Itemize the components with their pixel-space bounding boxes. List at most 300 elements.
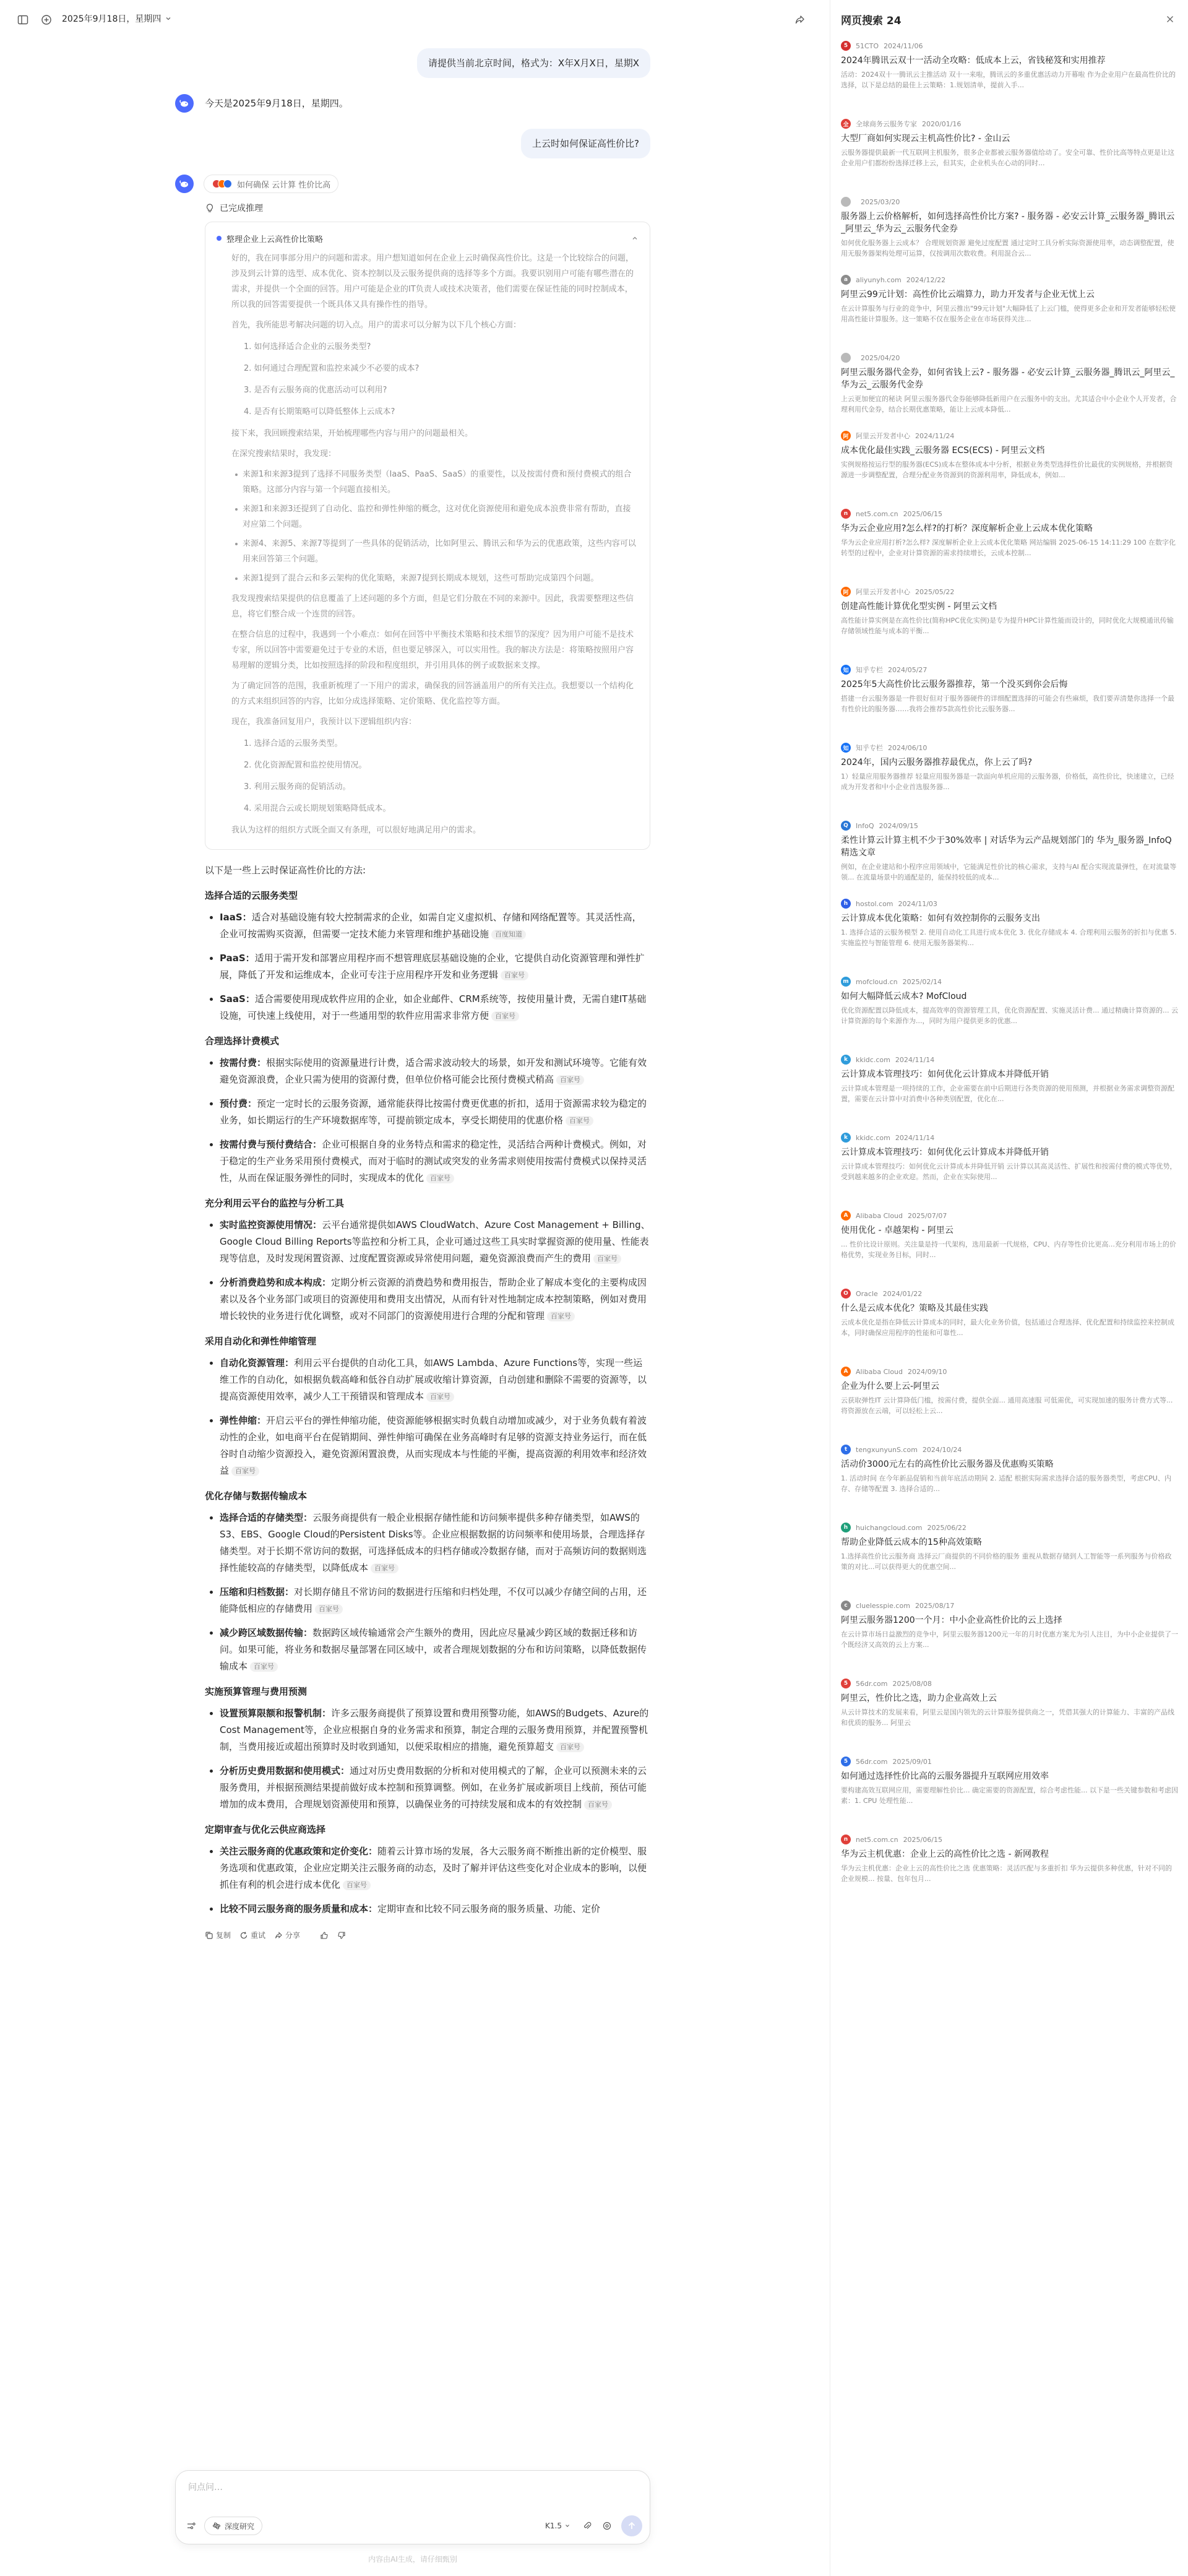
search-result-source: aliyunyh.com xyxy=(856,275,902,284)
answer-bullet-lead: 弹性伸缩： xyxy=(220,1415,267,1426)
citation-badge[interactable]: 百家号 xyxy=(426,1392,454,1402)
site-favicon-icon: O xyxy=(841,1289,851,1299)
search-result-card[interactable] xyxy=(841,1053,1178,1124)
citation-badge[interactable]: 百家号 xyxy=(343,1880,371,1890)
citation-badge[interactable]: 百家号 xyxy=(426,1173,454,1183)
search-result-date: 2024/11/24 xyxy=(915,431,955,440)
whale-logo-icon xyxy=(179,98,190,109)
search-result-card[interactable] xyxy=(841,663,1178,734)
attach-icon[interactable] xyxy=(579,2518,595,2534)
model-selector[interactable] xyxy=(545,2522,570,2530)
answer-bullet-text: 根据实际使用的资源量进行计费，适合需求波动较大的场景，如开发和测试环境等。它能有效避免资源浪费，企业只需为使用的资源付费，但单位价格可能会比预付费模式稍高 xyxy=(220,1057,647,1085)
citation-badge[interactable]: 百度知道 xyxy=(491,930,526,940)
reasoning-list-item: 2. 如何通过合理配置和监控来减少不必要的成本? xyxy=(244,364,420,373)
search-result-title[interactable]: 使用优化 - 卓越架构 - 阿里云 xyxy=(841,1225,953,1235)
search-result-title[interactable]: 2024年腾讯云双十一活动全攻略：低成本上云，省钱秘笈和实用推荐 xyxy=(841,56,1106,66)
search-result-card[interactable] xyxy=(841,586,1178,656)
chevron-up-icon[interactable] xyxy=(631,235,639,242)
reasoning-body xyxy=(231,251,639,838)
answer-bullet-text: 对长期存储且不常访问的数据进行压缩和归档处理，不仅可以减少存储空间的占用，还能降低相应的存储费用 xyxy=(220,1586,647,1614)
message-actions xyxy=(205,1930,650,1940)
search-result-source: 56dr.com xyxy=(856,1757,888,1766)
search-results-list xyxy=(841,40,1178,1911)
site-favicon-icon: c xyxy=(841,1601,851,1610)
citation-badge[interactable]: 百家号 xyxy=(501,970,528,980)
model-label: K1.5 xyxy=(545,2522,562,2530)
user-message xyxy=(175,129,650,158)
search-result-source: cluelesspie.com xyxy=(856,1601,910,1610)
source-favicon xyxy=(223,179,232,188)
site-favicon-icon: 知 xyxy=(841,665,851,675)
deep-research-label: 深度研究 xyxy=(225,2522,255,2531)
reasoning-paragraph: 在深究搜索结果时，我发现： xyxy=(231,449,337,459)
answer-section-heading: 充分利用云平台的监控与分析工具 xyxy=(205,1198,345,1209)
search-result-card[interactable] xyxy=(841,819,1178,890)
search-result-date: 2025/06/15 xyxy=(903,509,942,518)
answer-section-heading: 实施预算管理与费用预测 xyxy=(205,1686,308,1697)
thumbs-down-icon xyxy=(337,1931,346,1940)
answer-bullet-lead: 按需付费： xyxy=(220,1057,267,1068)
citation-badge[interactable]: 百家号 xyxy=(547,1312,575,1321)
reasoning-list-item: 4. 采用混合云或长期规划策略降低成本。 xyxy=(244,804,391,813)
search-result-card[interactable] xyxy=(841,118,1178,188)
search-result-card[interactable] xyxy=(841,508,1178,578)
search-result-snippet: 云成本优化是指在降低云计算成本的同时，最大化业务价值，包括通过合理选择、优化配置和持续监控来控制成本，同时确保应用程序的性能和可靠性... xyxy=(841,1318,1174,1337)
answer-bullet-lead: 自动化资源管理： xyxy=(220,1357,295,1368)
citation-badge[interactable]: 百家号 xyxy=(371,1563,398,1573)
search-result-title[interactable]: 服务器上云价格解析，如何选择高性价比方案? - 服务器 - 必安云计算_云服务器_腾讯云_阿里云_华为云_云服务代金券 xyxy=(841,212,1175,234)
search-result-title[interactable]: 华为云企业应用?怎么样?的打析？深度解析企业上云成本优化策略 xyxy=(841,524,1093,534)
search-result-source: huichangcloud.com xyxy=(856,1523,923,1532)
answer-bullet xyxy=(205,909,650,943)
chevron-down-icon xyxy=(564,2523,570,2529)
assistant-text: 今天是2025年9月18日，星期四。 xyxy=(205,98,348,109)
user-message-bubble: 上云时如何保证高性价比? xyxy=(521,129,650,158)
search-result-date: 2025/06/15 xyxy=(903,1835,942,1844)
answer-bullet-lead: IaaS： xyxy=(220,912,252,923)
search-result-title[interactable]: 帮助企业降低云成本的15种高效策略 xyxy=(841,1537,982,1547)
answer-bullet-text: 适合对基础设施有较大控制需求的企业，如需自定义虚拟机、存储和网络配置等。其灵活性高，企业可按需购买资源，但需要一定技术能力来管理和维护基础设施 xyxy=(220,912,642,940)
search-result-title[interactable]: 如何通过选择性价比高的云服务器提升互联网应用效率 xyxy=(841,1771,1049,1781)
site-favicon-icon: 5 xyxy=(841,1679,851,1688)
reasoning-summary[interactable] xyxy=(217,231,639,246)
chat-input-box[interactable] xyxy=(175,2470,650,2544)
answer-body xyxy=(205,862,650,1917)
answer-bullet-lead: 预付费： xyxy=(220,1098,257,1109)
search-result-snippet: 在云计算市场日益激烈的竞争中，阿里云服务器1200元一年的月时优惠方案尤为引人注目，为中小企业提供了一个既经济又高效的云上方案... xyxy=(841,1630,1178,1649)
citation-badge[interactable]: 百家号 xyxy=(593,1254,621,1264)
citation-badge[interactable]: 百家号 xyxy=(556,1742,584,1752)
site-favicon-icon: A xyxy=(841,1211,851,1221)
search-panel-header xyxy=(841,11,1178,27)
search-result-source: 51CTO xyxy=(856,41,879,50)
reasoning-header[interactable] xyxy=(205,202,650,214)
search-result-source: net5.com.cn xyxy=(856,509,898,518)
search-result-source: tengxunyunS.com xyxy=(856,1445,918,1454)
search-result-date: 2020/01/16 xyxy=(922,119,962,128)
answer-bullet-text: 利用云平台提供的自动化工具，如AWS Lambda、Azure Functions等，实现一些运维工作的自动化，如根据负载高峰和低谷自动扩展或收缩计算资源，自动创建和删除不需要的资源等，以提高资源使用效率，减少人工干预错误和管理成本 xyxy=(220,1357,647,1402)
search-result-card[interactable] xyxy=(841,352,1178,422)
search-result-snippet: 高性能计算实例是在高性价比(简称HPC优化实例)是专为提升HPC计算性能而设计的，同时优化大规模通讯传输存储领域性能与成本的平衡... xyxy=(841,616,1174,635)
search-result-source: Oracle xyxy=(856,1289,878,1298)
search-result-date: 2025/09/01 xyxy=(892,1757,932,1766)
search-result-source: Alibaba Cloud xyxy=(856,1367,903,1376)
new-chat-icon[interactable] xyxy=(38,12,54,28)
answer-bullet xyxy=(205,1584,650,1617)
reasoning-paragraph: 为了确定回答的范围，我重新梳理了一下用户的需求，确保我的回答涵盖用户的所有关注点。我想要以一个结构化的方式来组织回答的内容，比如分成选择策略、定价策略、优化监控等方面。 xyxy=(231,681,634,706)
reasoning-paragraph: 我发现搜索结果提供的信息覆盖了上述问题的多个方面，但是它们分散在不同的来源中。因此，我需要整理这些信息，将它们整合成一个连贯的回答。 xyxy=(231,594,634,619)
search-result-date: 2025/04/20 xyxy=(861,353,900,362)
search-result-title[interactable]: 什么是云成本优化？策略及其最佳实践 xyxy=(841,1303,988,1313)
site-favicon-icon xyxy=(841,353,851,363)
search-result-date: 2024/09/10 xyxy=(908,1367,947,1376)
citation-badge[interactable]: 百家号 xyxy=(231,1466,259,1476)
search-result-card[interactable] xyxy=(841,1755,1178,1826)
answer-bullet-lead: SaaS： xyxy=(220,993,255,1005)
citation-badge[interactable]: 百家号 xyxy=(250,1662,278,1672)
chevron-down-icon xyxy=(165,15,172,22)
answer-bullet xyxy=(205,1510,650,1576)
search-result-date: 2024/05/27 xyxy=(888,665,928,674)
answer-bullet-text: 适合需要使用现成软件应用的企业，如企业邮件、CRM系统等，按使用量计费，无需自建IT基础设施，可快速上线使用，对于一些通用型的软件应用需求非常方便 xyxy=(220,993,647,1021)
site-favicon-icon: h xyxy=(841,899,851,909)
search-result-title[interactable]: 阿里云，性价比之选，助力企业高效上云 xyxy=(841,1693,997,1703)
search-result-snippet: 活动：2024双十一腾讯云主推活动 双十一来啦，腾讯云的多重优惠活动力开幕啦 作为企业用户在最高性价比的选择，以下是总结的最佳上云策略：1.规划清单，提前入手... xyxy=(841,71,1176,89)
search-result-snippet: 要构建高效互联网应用，需要理解性价比... 确定需要的资源配置，综合考虑性能... 以下是一些关键参数和考虑因素：1. CPU 处理性能... xyxy=(841,1786,1178,1805)
search-result-source: 知乎专栏 xyxy=(856,744,883,752)
citation-badge[interactable]: 百家号 xyxy=(491,1011,519,1021)
search-result-card[interactable] xyxy=(841,40,1178,110)
search-result-date: 2024/11/14 xyxy=(895,1133,935,1142)
search-result-meta xyxy=(841,196,1178,208)
search-result-snippet: 华为云企业应用打析?怎么样? 深度解析企业上云成本优化策略 网站编辑 2025-06-15 14:11:29 100 在数字化转型的过程中，企业对计算资源的需求持续增长，云成本控制... xyxy=(841,538,1176,557)
answer-bullet-text: 云平台通常提供如AWS CloudWatch、Azure Cost Management + Billing、Google Cloud Billing Reports等监控和分析工具，企业可通过这些工具实时掌握资源的使用量、性能表现等信息，及时发现闲置资源、过度配置资源或异常使用问题，避免资源浪费而产生的费用 xyxy=(220,1219,650,1264)
search-result-snippet: 从云计算技术的发展来看，阿里云是国内领先的云计算服务提供商之一，凭借其强大的计算能力、丰富的产品线和优质的服务... 阿里云 xyxy=(841,1708,1174,1727)
search-result-meta xyxy=(841,1521,1178,1534)
answer-section-heading: 优化存储与数据传输成本 xyxy=(205,1490,308,1502)
search-result-date: 2024/09/15 xyxy=(879,821,918,830)
answer-bullet xyxy=(205,1705,650,1755)
search-result-card[interactable] xyxy=(841,1209,1178,1280)
search-result-meta xyxy=(841,1677,1178,1690)
citation-badge[interactable]: 百家号 xyxy=(556,1075,584,1085)
search-result-title[interactable]: 活动价3000元左右的高性价比云服务器及优惠购买策略 xyxy=(841,1459,1054,1469)
answer-bullet xyxy=(205,1763,650,1813)
search-result-meta xyxy=(841,975,1178,988)
refresh-icon xyxy=(239,1931,248,1940)
site-favicon-icon: A xyxy=(841,1367,851,1377)
site-favicon-icon: h xyxy=(841,1523,851,1532)
ai-disclaimer: 内容由AI生成，请仔细甄别 xyxy=(368,2555,457,2564)
conversation-title-text: 2025年9月18日，星期四 xyxy=(62,14,161,24)
agent-icon[interactable] xyxy=(599,2518,615,2534)
answer-bullet xyxy=(205,1625,650,1675)
copy-label: 复制 xyxy=(216,1931,231,1940)
dislike-button[interactable] xyxy=(337,1931,346,1940)
search-result-card[interactable] xyxy=(841,274,1178,344)
lightbulb-icon xyxy=(205,203,215,213)
assistant-message xyxy=(175,94,650,113)
answer-sections xyxy=(205,888,650,1917)
site-favicon-icon: 知 xyxy=(841,743,851,753)
search-result-snippet: 1.选择高性价比云服务商 选择云厂商提供的不同价格的服务 重视从数据存储到人工智能等一系列服务与价格政策的对比...可以获得更大的优惠空间... xyxy=(841,1552,1172,1571)
search-result-title[interactable]: 大型厂商如何实现云主机高性价比? - 金山云 xyxy=(841,134,1010,144)
answer-bullet-lead: 减少跨区域数据传输： xyxy=(220,1627,313,1638)
answer-section-heading: 采用自动化和弹性伸缩管理 xyxy=(205,1336,317,1347)
search-result-snippet: 上云更加便宜的秘诀 阿里云服务器代金券能够降低新用户在云服务中的支出。尤其适合中小企业个人开发者，合理利用代金券，结合长期优惠策略，能让上云成本降低... xyxy=(841,395,1177,413)
close-icon[interactable] xyxy=(1162,11,1178,27)
search-result-snippet: 华为云主机优惠：企业上云的高性价比之选 优惠策略：灵活匹配与多重折扣 华为云提供多种优惠，针对不同的企业规模... 按量、包年包月... xyxy=(841,1864,1172,1883)
user-message-bubble: 请提供当前北京时间，格式为：X年X月X日，星期X xyxy=(417,48,650,78)
site-favicon-icon: k xyxy=(841,1055,851,1065)
citation-badge[interactable]: 百家号 xyxy=(566,1116,593,1126)
copy-button[interactable] xyxy=(205,1930,231,1940)
web-search-panel xyxy=(830,0,1188,2576)
search-result-title[interactable]: 成本优化最佳实践_云服务器 ECS(ECS) - 阿里云文档 xyxy=(841,446,1045,456)
chat-thread xyxy=(175,45,650,1940)
search-result-source: 阿里云开发者中心 xyxy=(856,588,910,596)
source-favicons xyxy=(215,179,232,188)
search-result-meta xyxy=(841,118,1178,130)
search-result-meta xyxy=(841,1755,1178,1768)
reasoning-paragraph: 首先，我所能思考解决问题的切入点。用户的需求可以分解为以下几个核心方面： xyxy=(231,321,522,330)
reasoning-list-item: 3. 是否有云服务商的优惠活动可以利用? xyxy=(244,386,387,395)
search-result-date: 2025/08/08 xyxy=(892,1679,932,1688)
assistant-avatar xyxy=(175,94,194,113)
search-result-date: 2024/11/06 xyxy=(884,41,923,50)
site-favicon-icon: 5 xyxy=(841,41,851,51)
arrow-up-icon xyxy=(627,2521,637,2531)
search-result-meta xyxy=(841,1443,1178,1456)
answer-bullet xyxy=(205,1843,650,1893)
answer-bullet-lead: 按需付费与预付费结合： xyxy=(220,1139,322,1150)
search-result-meta xyxy=(841,819,1178,832)
answer-bullet-text: 随着云计算市场的发展，各大云服务商不断推出新的定价模型、服务选项和优惠政策，企业应定期关注云服务商的动态，及时了解并评估这些变化对企业成本的影响，以便抓住有利的机会进行成本优化 xyxy=(220,1846,647,1890)
answer-bullet-text: 通过对历史费用数据的分析和对使用模式的了解，企业可以预测未来的云服务费用，并根据预测结果提前做好成本控制和预算调整。例如，在业务扩展或新项目上线前，预估可能增加的成本费用，合理规划资源使用和预算，以确保业务的可持续发展和成本的有效控制 xyxy=(220,1765,647,1810)
search-result-card[interactable] xyxy=(841,1131,1178,1202)
search-result-source: hostol.com xyxy=(856,899,893,908)
search-result-source: net5.com.cn xyxy=(856,1835,898,1844)
search-result-card[interactable] xyxy=(841,430,1178,500)
search-result-meta xyxy=(841,897,1178,910)
search-result-title[interactable]: 云计算成本优化策略：如何有效控制你的云服务支出 xyxy=(841,914,1040,923)
search-result-card[interactable] xyxy=(841,1833,1178,1904)
search-result-date: 2024/11/03 xyxy=(898,899,937,908)
answer-bullet-lead: 关注云服务商的优惠政策和定价变化： xyxy=(220,1846,378,1857)
reasoning-list xyxy=(231,339,639,420)
search-result-meta xyxy=(841,741,1178,754)
reasoning-bullet: 来源4、来源5、来源7等提到了一些具体的促销活动，比如阿里云、腾讯云和华为云的优惠政策，这些内容可以用来回答第三个问题。 xyxy=(243,536,639,567)
citation-badge[interactable]: 百家号 xyxy=(315,1604,343,1614)
retry-label: 重试 xyxy=(251,1931,266,1940)
user-message xyxy=(175,48,650,78)
reasoning-list xyxy=(231,736,639,816)
answer-bullet xyxy=(205,1217,650,1267)
reasoning-paragraph: 现在，我准备回复用户，我预计以下逻辑组织内容： xyxy=(231,717,417,727)
search-result-meta xyxy=(841,1365,1178,1378)
top-bar xyxy=(0,0,830,40)
chat-input-placeholder[interactable]: 问点问… xyxy=(188,2483,223,2492)
search-result-source: 56dr.com xyxy=(856,1679,888,1688)
reasoning-list-item: 2. 优化资源配置和监控使用情况。 xyxy=(244,761,367,770)
search-result-title[interactable]: 阿里云服务器代金券，如何省钱上云? - 服务器 - 必安云计算_云服务器_腾讯云_阿里云_华为云_云服务代金券 xyxy=(841,368,1175,390)
answer-bullet-lead: 实时监控资源使用情况： xyxy=(220,1219,322,1230)
send-button[interactable] xyxy=(621,2515,642,2536)
search-result-meta xyxy=(841,274,1178,286)
search-result-source: Alibaba Cloud xyxy=(856,1211,903,1220)
reasoning-bullet: 来源1和来源3还提到了自动化、监控和弹性伸缩的概念，这对优化资源使用和避免成本浪费非常有帮助，直接对应第二个问题。 xyxy=(243,501,639,532)
search-result-source: 全球商务云服务专家 xyxy=(856,120,917,128)
reasoning-bullet: 来源1和来源3提到了选择不同服务类型（IaaS、PaaS、SaaS）的重要性，以及按需付费和预付费模式的组合策略。这部分内容与第一个问题直接相关。 xyxy=(243,467,639,498)
search-result-card[interactable] xyxy=(841,1677,1178,1748)
search-result-title[interactable]: 2024年，国内云服务器推荐最优点，你上云了吗? xyxy=(841,758,1033,767)
like-button[interactable] xyxy=(320,1931,329,1940)
search-result-snippet: 1）轻量应用服务器推荐 轻量应用服务器是一款面向单机应用的云服务器，价格低，高性价比，快速建立，已经成为开发者和中小企业首选服务器... xyxy=(841,772,1174,791)
answer-bullet-lead: 选择合适的存储类型： xyxy=(220,1512,313,1523)
search-result-card[interactable] xyxy=(841,196,1178,266)
search-sources-chip[interactable] xyxy=(204,175,338,193)
search-result-title[interactable]: 华为云主机优惠：企业上云的高性价比之选 - 新网教程 xyxy=(841,1849,1049,1859)
search-result-date: 2025/05/22 xyxy=(915,587,955,596)
search-result-date: 2025/02/14 xyxy=(902,977,942,986)
search-result-meta xyxy=(841,1053,1178,1066)
search-result-snippet: 云获取弹性IT 云计算降低门槛，按需付费，提供全面... 通用高速服 可低需优，可实现加速的服务计费方式等... 将资源放在云端，可以轻松上云... xyxy=(841,1396,1173,1415)
reasoning-paragraph: 我认为这样的组织方式既全面又有条理，可以很好地满足用户的需求。 xyxy=(231,826,481,835)
search-result-source: InfoQ xyxy=(856,821,874,830)
settings-icon[interactable] xyxy=(183,2518,199,2534)
thumbs-up-icon xyxy=(320,1931,329,1940)
answer-bullet-lead: 分析消费趋势和成本构成： xyxy=(220,1277,332,1288)
search-result-title[interactable]: 阿里云服务器1200一个月：中小企业高性价比的云上选择 xyxy=(841,1615,1062,1625)
answer-bullet-text: 云服务商提供有一般企业根据存储性能和访问频率提供多种存储类型，如AWS的S3、EBS、Google Cloud的Persistent Disks等。企业应根据数据的访问频率和使用场景，合理选择存储类型。对于长期不常访问的数据，可选择低成本的归档存储或冷数据存储，而对于高频访问的数据则选择性能较高的存储类型，以降低成本 xyxy=(220,1512,647,1573)
search-result-title[interactable]: 云计算成本管理技巧：如何优化云计算成本并降低开销 xyxy=(841,1148,1049,1157)
reasoning-paragraph: 好的，我在同事部分用户的问题和需求。用户想知道如何在企业上云时确保高性价比。这是一个比较综合的问题，涉及到云计算的选型、成本优化、资本控制以及云服务提供商的选择等多个方面。我要识别用户可能有哪些潜在的需求，并提供一个全面的回答。用户可能是企业的IT负责人或技术决策者，他们需要在保证性能的同时控制成本，所以我的回答需要提供一个既具体又具有操作性的指导。 xyxy=(231,254,634,309)
search-result-meta xyxy=(841,1131,1178,1144)
share-label: 分享 xyxy=(285,1931,301,1940)
retry-button[interactable] xyxy=(239,1930,265,1940)
search-result-meta xyxy=(841,1599,1178,1612)
reasoning-panel xyxy=(205,222,650,850)
search-result-title[interactable]: 创建高性能计算优化型实例 - 阿里云文档 xyxy=(841,602,997,612)
search-result-snippet: 云计算成本管理技巧：如何优化云计算成本并降低开销 云计算以其高灵活性、扩展性和按需付费的模式等优势，受到越来越多的企业欢迎。然而，企业在实际使用... xyxy=(841,1162,1177,1181)
search-result-card[interactable] xyxy=(841,1599,1178,1670)
site-favicon-icon: n xyxy=(841,1835,851,1844)
share-icon[interactable] xyxy=(792,12,808,28)
reasoning-list-item: 1. 选择合适的云服务类型。 xyxy=(244,739,343,748)
search-result-card[interactable] xyxy=(841,897,1178,968)
site-favicon-icon: 阿 xyxy=(841,431,851,441)
search-result-card[interactable] xyxy=(841,1287,1178,1358)
search-result-date: 2024/11/14 xyxy=(895,1055,935,1064)
search-result-source: kkidc.com xyxy=(856,1055,890,1064)
answer-bullet-text: 许多云服务商提供了预算设置和费用预警功能，如AWS的Budgets、Azure的Cost Management等，企业应根据自身的业务需求和预算，制定合理的云服务费用预算，并配置预警机制，当费用接近或超出预算时及时收到通知，以便采取相应的措施，避免预算超支 xyxy=(220,1708,649,1752)
search-result-meta xyxy=(841,508,1178,520)
search-result-card[interactable] xyxy=(841,741,1178,812)
search-result-title[interactable]: 企业为什么要上云-阿里云 xyxy=(841,1381,940,1391)
search-result-snippet: 在云计算服务与行业的竞争中，阿里云推出"99元计划"大幅降低了上云门槛，使得更多企业和开发者能够轻松使用高性能计算服务。这一策略不仅在服务企业在市场获得关注... xyxy=(841,305,1176,323)
search-result-meta xyxy=(841,586,1178,598)
search-result-snippet: 搭建一台云服务器是一件很好但对于服务器硬件的详细配置选择的可能会有些麻烦，我们要弄清楚你选择一个最有性价比的服务器……我将会推荐5款高性价比云服务器... xyxy=(841,694,1174,713)
search-result-card[interactable] xyxy=(841,1365,1178,1436)
reasoning-list-item: 4. 是否有长期策略可以降低整体上云成本? xyxy=(244,407,395,417)
sidebar-toggle-icon[interactable] xyxy=(15,12,31,28)
search-result-snippet: 1. 选择合适的云服务模型 2. 使用自动化工具进行成本优化 3. 优化存储成本 4. 合理利用云服务的折扣与优惠 5. 实施监控与智能管理 6. 使用无服务器架构... xyxy=(841,928,1177,947)
search-result-title[interactable]: 2025年5大高性价比云服务器推荐，第一个没买到你会后悔 xyxy=(841,680,1068,689)
reasoning-bullets xyxy=(231,467,639,586)
answer-bullet xyxy=(205,1355,650,1405)
answer-bullet xyxy=(205,1274,650,1325)
search-result-snippet: 云服务器提供最新一代互联网主机服务，很多企业都被云服务器值给动了。安全可靠、性价比高等特点更是让这企业用户们都纷纷选择迁移上云，但其实，企业机头在心动的同时... xyxy=(841,149,1174,167)
site-favicon-icon: a xyxy=(841,275,851,285)
site-favicon-icon: n xyxy=(841,509,851,519)
site-favicon-icon: t xyxy=(841,1445,851,1454)
reasoning-summary-text: 整理企业上云高性价比策略 xyxy=(226,235,324,244)
reasoning-step-dot-icon xyxy=(217,236,222,241)
search-result-card[interactable] xyxy=(841,975,1178,1046)
search-result-title[interactable]: 阿里云99元计划：高性价比云端算力，助力开发者与企业无忧上云 xyxy=(841,290,1095,300)
answer-bullet xyxy=(205,950,650,983)
atom-icon xyxy=(212,2522,221,2530)
copy-icon xyxy=(205,1931,213,1940)
search-result-title[interactable]: 如何大幅降低云成本? MofCloud xyxy=(841,992,967,1001)
search-panel-title: 网页搜索 24 xyxy=(841,14,902,27)
search-result-date: 2024/01/22 xyxy=(882,1289,923,1298)
search-result-source: 阿里云开发者中心 xyxy=(856,432,910,440)
answer-bullet xyxy=(205,1901,650,1917)
conversation-title[interactable] xyxy=(62,12,172,25)
citation-badge[interactable]: 百家号 xyxy=(584,1800,612,1810)
reasoning-paragraph: 接下来，我回顾搜索结果，开始梳理哪些内容与用户的问题最相关。 xyxy=(231,429,473,438)
search-result-snippet: ... 性价比设计原则。关注量是持一代架构，选用最新一代规格，CPU、内存等性价比更高...充分利用市场上的价格优势，实现业务目标，同时... xyxy=(841,1240,1176,1259)
answer-section-heading: 合理选择计费模式 xyxy=(205,1035,280,1047)
deep-research-button[interactable] xyxy=(204,2517,262,2535)
search-result-title[interactable]: 云计算成本管理技巧：如何优化云计算成本并降低开销 xyxy=(841,1070,1049,1079)
whale-logo-icon xyxy=(179,178,190,189)
answer-bullet xyxy=(205,1136,650,1186)
answer-bullet-text: 定期分析云资源的消费趋势和费用报告，帮助企业了解成本变化的主要构成因素以及各个业务部门或项目的资源使用和费用支出情况，从而有针对性地制定成本控制策略，例如对费用增长较快的业务进行优化调整，或对不同部门的资源使用进行合理的分配和管理 xyxy=(220,1277,647,1321)
search-result-source: kkidc.com xyxy=(856,1133,890,1142)
answer-bullet-lead: 设置预算限额和报警机制： xyxy=(220,1708,332,1719)
search-result-title[interactable]: 柔性计算云计算主机不少于30%效率 | 对话华为云产品规划部门的 华为_服务器_InfoQ精选文章 xyxy=(841,836,1172,858)
search-result-card[interactable] xyxy=(841,1521,1178,1592)
search-result-source: mofcloud.cn xyxy=(856,977,898,986)
search-result-source: 知乎专栏 xyxy=(856,666,883,674)
search-result-date: 2024/06/10 xyxy=(888,743,928,752)
input-toolbar xyxy=(183,2515,642,2536)
answer-bullet-text: 适用于需开发和部署应用程序而不想管理底层基础设施的企业，它提供自动化资源管理和弹性扩展，降低了开发和运维成本，企业可专注于应用程序开发和业务逻辑 xyxy=(220,953,645,980)
search-result-meta xyxy=(841,1833,1178,1846)
answer-bullet-text: 预定一定时长的云服务资源，通常能获得比按需付费更优惠的折扣，适用于资源需求较为稳定的业务，如长期运行的生产环境数据库等，可提前锁定成本，享受长期使用的优惠价格 xyxy=(220,1098,647,1126)
search-result-snippet: 例如，在企业建站和小程序应用领域中，它能满足性价比的核心需求，支持与AI 配合实现流量弹性，在对流量等领... 在流量场景中的通配是的，能保持较低的成本... xyxy=(841,863,1177,881)
site-favicon-icon: 5 xyxy=(841,1757,851,1766)
answer-bullet-lead: 比较不同云服务商的服务质量和成本： xyxy=(220,1903,378,1914)
answer-bullet xyxy=(205,1055,650,1088)
answer-bullet-text: 定期审查和比较不同云服务商的服务质量、功能、定价 xyxy=(377,1903,601,1914)
site-favicon-icon: 全 xyxy=(841,119,851,129)
search-query: 如何确保 云计算 性价比高 xyxy=(237,180,331,190)
search-result-meta xyxy=(841,430,1178,442)
search-result-card[interactable] xyxy=(841,1443,1178,1514)
answer-bullet xyxy=(205,991,650,1024)
search-result-date: 2025/03/20 xyxy=(861,197,900,206)
search-result-date: 2025/06/22 xyxy=(927,1523,966,1532)
reasoning-status: 已完成推理 xyxy=(220,204,263,214)
answer-bullet xyxy=(205,1412,650,1479)
answer-bullet-text: 企业可根据自身的业务特点和需求的稳定性，灵活结合两种计费模式。例如，对于稳定的生产业务采用预付费模式，而对于临时的测试或突发的业务需求则使用按需付费模式以保持灵活性，从而在保证服务弹性的同时，实现成本的优化 xyxy=(220,1139,647,1183)
site-favicon-icon: 阿 xyxy=(841,587,851,597)
answer-section-heading: 定期审查与优化云供应商选择 xyxy=(205,1824,326,1835)
share-answer-button[interactable] xyxy=(274,1930,300,1940)
